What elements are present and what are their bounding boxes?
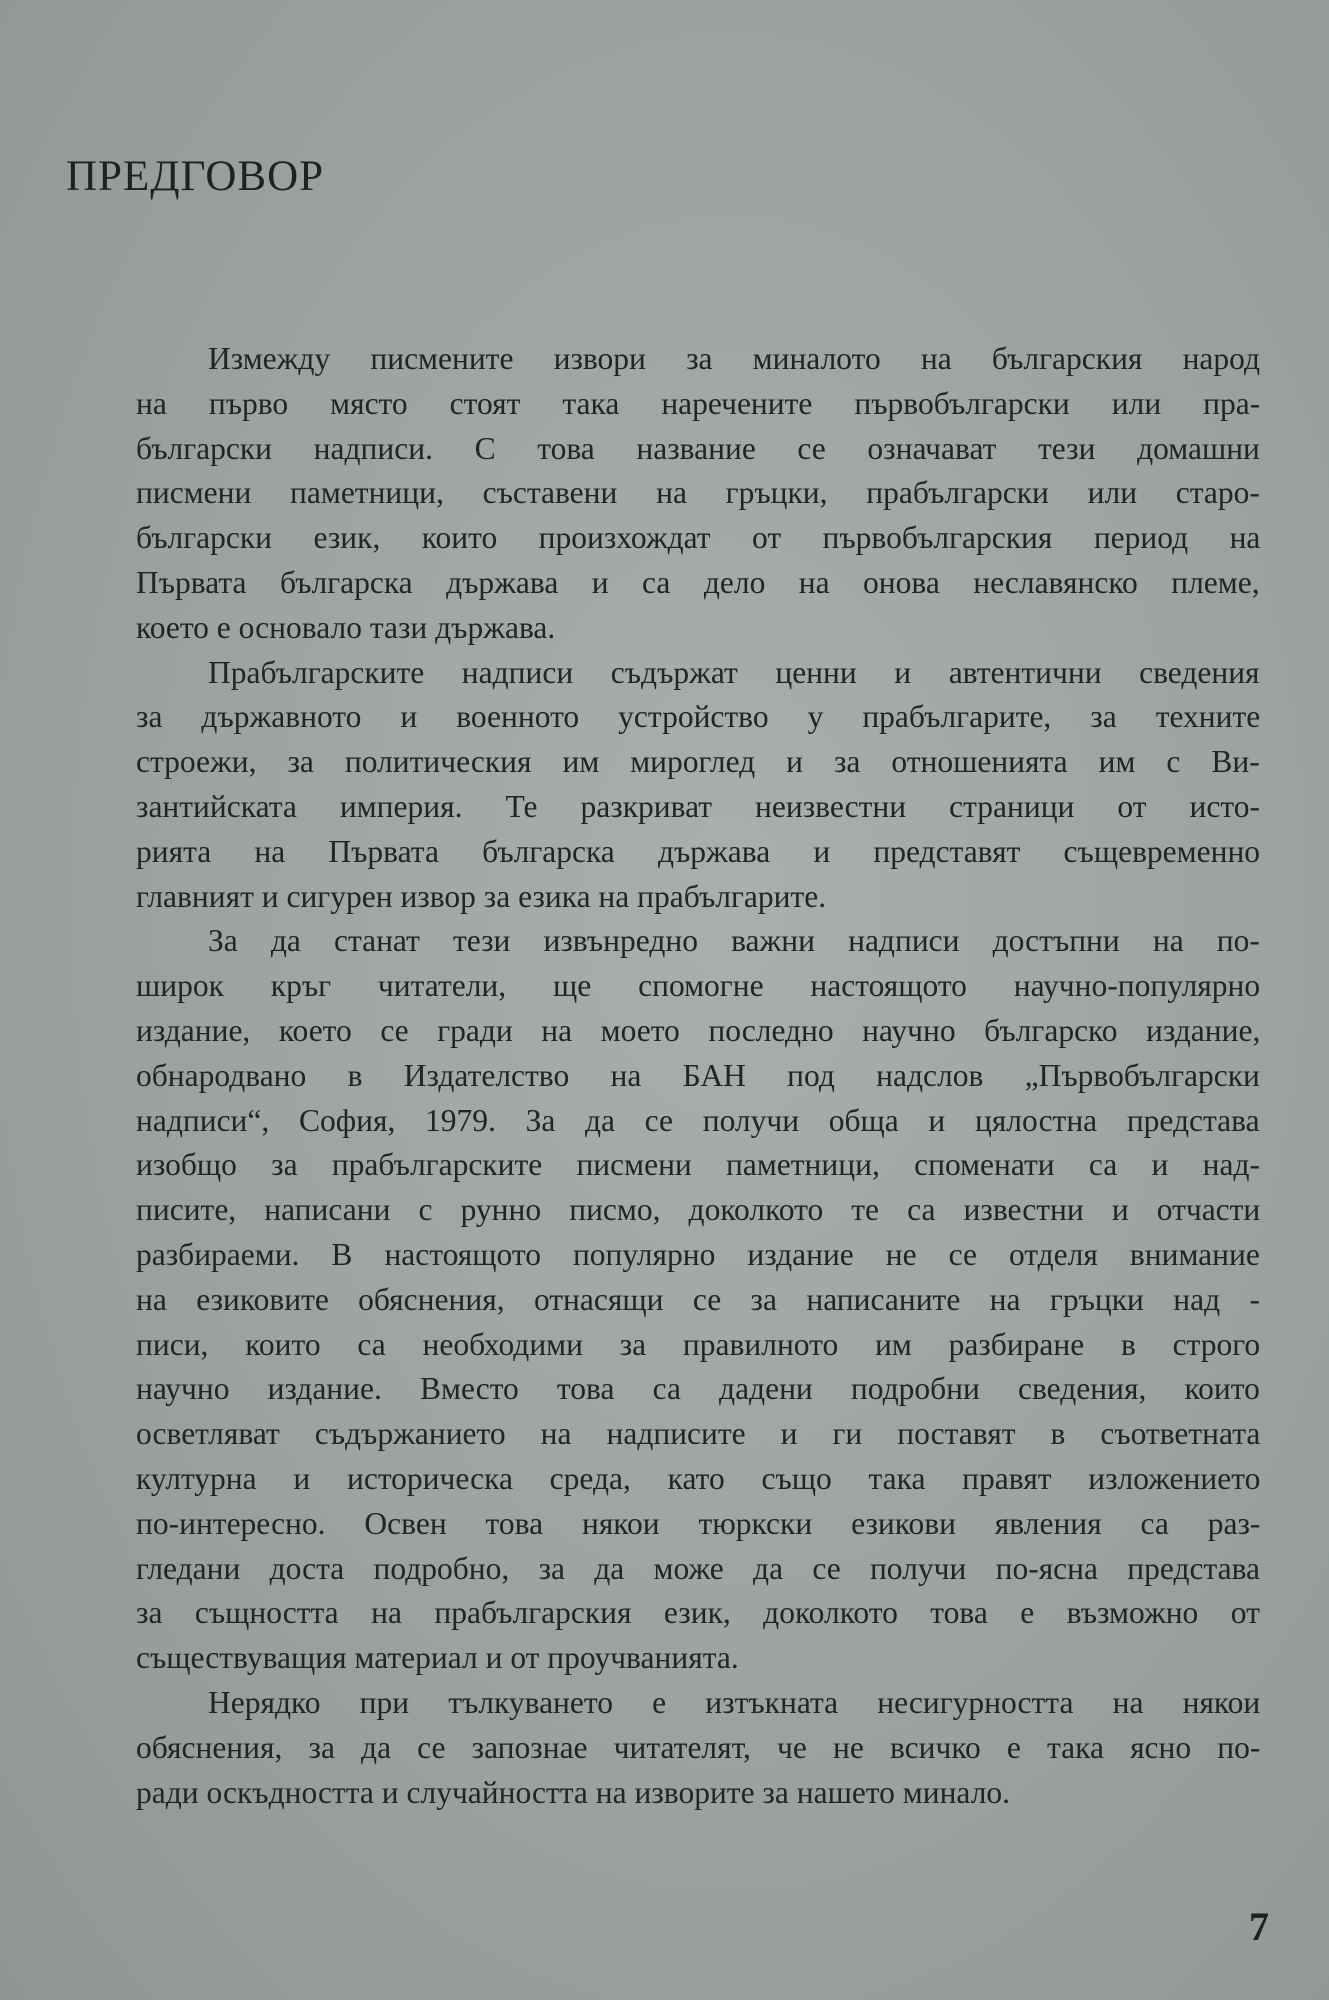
text-line: научно издание. Вместо това са дадени подробни сведения, които (136, 1371, 1260, 1407)
text-line: разбираеми. В настоящото популярно издание не се отделя внимание (136, 1236, 1260, 1272)
text-line: изобщо за прабългарските писмени паметници, споменати са и над- (136, 1147, 1260, 1183)
text-line: за държавното и военното устройство у прабългарите, за техните (136, 699, 1260, 735)
text-line: широк кръг читатели, ще спомогне настоящото научно-популярно (136, 968, 1260, 1004)
paragraph-3 (64, 919, 1260, 1681)
text-line: писмени паметници, съставени на гръцки, прабългарски или старо- (136, 475, 1260, 511)
text-line: Първата българска държава и са дело на онова неславянско племе, (136, 564, 1260, 600)
text-line: културна и историческа среда, като също така правят изложението (136, 1460, 1260, 1496)
paragraph-4 (64, 1681, 1260, 1815)
text-line: писите, написани с рунно писмо, доколкото те са известни и отчасти (136, 1192, 1260, 1228)
text-line: писи, които са необходими за правилното им разбиране в строго (136, 1326, 1260, 1362)
text-line: за същността на прабългарския език, доколкото това е възможно от (136, 1595, 1260, 1631)
text-line: зантийската империя. Те разкриват неизвестни страници от исто- (136, 788, 1260, 824)
text-line: надписи“, София, 1979. За да се получи обща и цялостна представа (136, 1102, 1260, 1138)
text-line: главният и сигурен извор за езика на прабългарите. (136, 878, 827, 914)
text-line: което е основало тази държава. (136, 609, 556, 645)
paragraph-1 (64, 337, 1260, 651)
text-line: осветляват съдържанието на надписите и ги поставят в съответната (136, 1416, 1260, 1452)
text-line: български надписи. С това название се означават тези домашни (136, 430, 1260, 466)
text-line: български език, които произхождат от първобългарския период на (136, 520, 1260, 556)
text-line: гледани доста подробно, за да може да се получи по-ясна представа (136, 1550, 1260, 1586)
text-line: съществуващия материал и от проучванията. (136, 1640, 739, 1676)
text-line: Нерядко при тълкуването е изтъкната несигурността на някои (208, 1684, 1260, 1720)
page-number: 7 (1249, 1904, 1269, 1949)
text-line: издание, което се гради на моето последно научно българско издание, (136, 1012, 1260, 1048)
text-line: ради оскъдността и случайността на изворите за нашето минало. (136, 1774, 1011, 1810)
paragraph-2 (64, 651, 1260, 920)
text-line: рията на Първата българска държава и представят същевременно (136, 833, 1260, 869)
text-line: на първо място стоят така наречените първобългарски или пра- (136, 385, 1260, 421)
body-text (64, 337, 1260, 1815)
text-line: Прабългарските надписи съдържат ценни и автентични сведения (208, 654, 1260, 690)
text-line: обнародвано в Издателство на БАН под надслов „Първобългарски (136, 1057, 1260, 1093)
text-line: За да станат тези извънредно важни надписи достъпни на по- (208, 923, 1260, 959)
text-line: обяснения, за да се запознае читателят, че не всичко е така ясно по- (136, 1729, 1260, 1765)
text-line: по-интересно. Освен това някои тюркски езикови явления са раз- (136, 1505, 1260, 1541)
page-heading: ПРЕДГОВОР (66, 153, 325, 200)
text-line: Измежду писмените извори за миналото на българския народ (208, 341, 1260, 376)
text-line: на езиковите обяснения, отнасящи се за написаните на гръцки над - (136, 1281, 1260, 1317)
text-line: строежи, за политическия им мироглед и за отношенията им с Ви- (136, 744, 1260, 780)
